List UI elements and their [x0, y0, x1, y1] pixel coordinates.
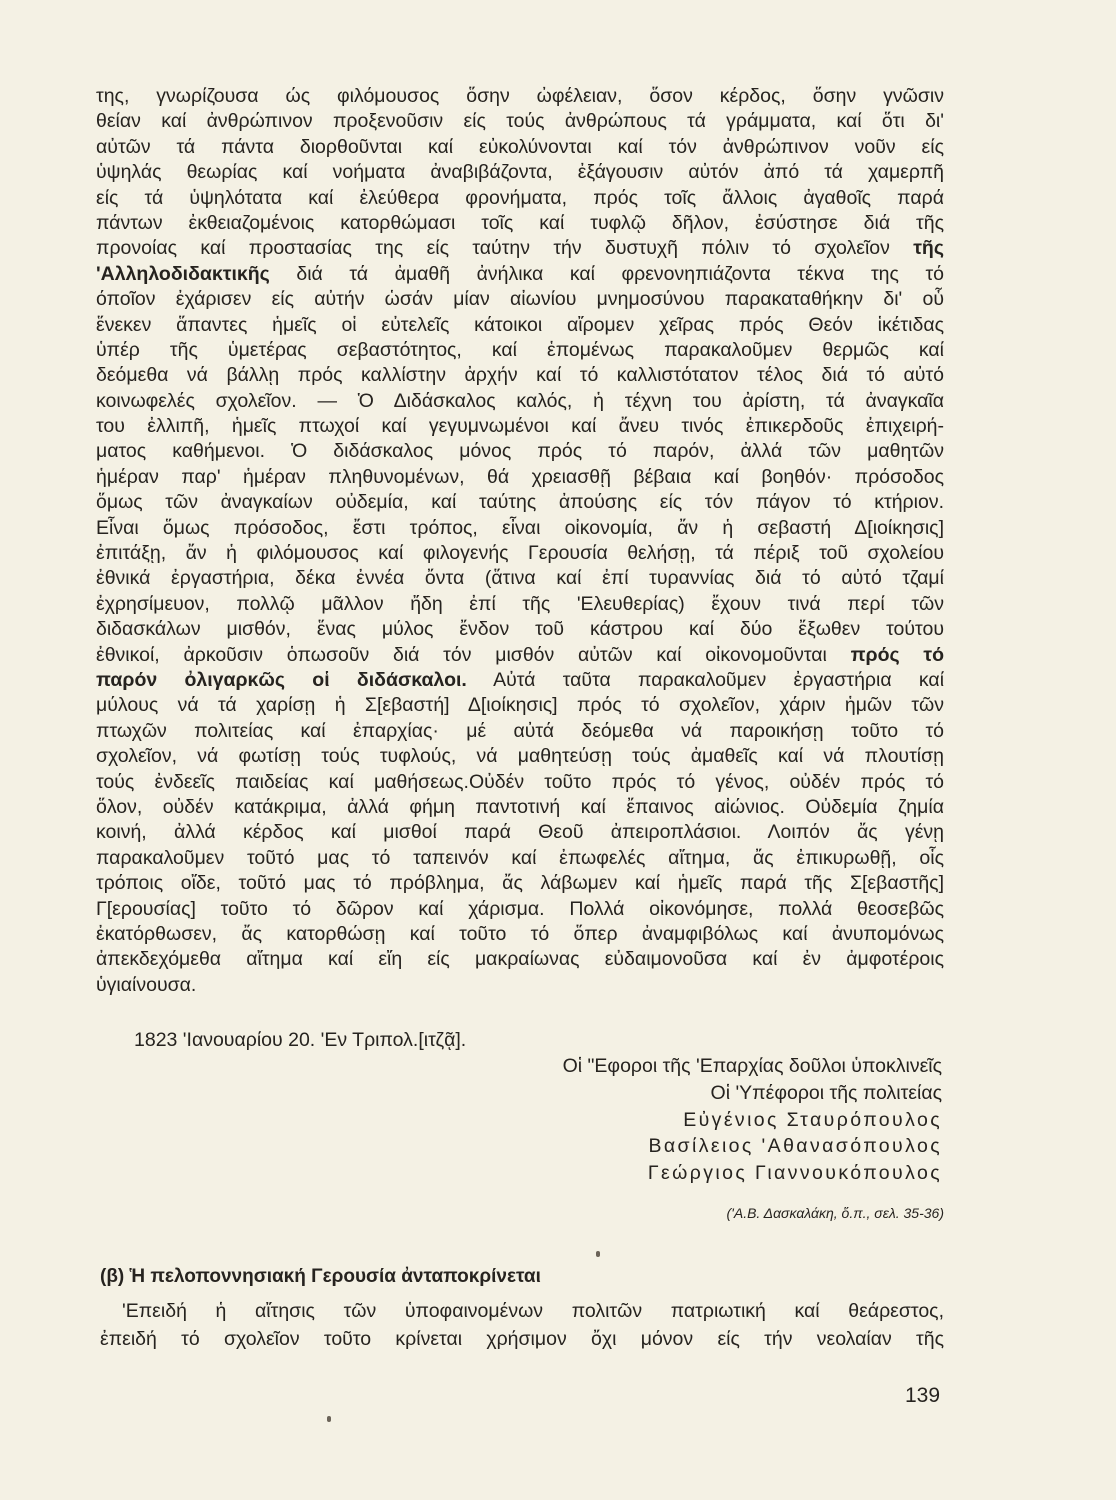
text-line: ἐθνικά ἐργαστήρια, δέκα ἐννέα ὄντα (ἅτινα καί ἐπί τυραννίας διά τό αὐτό τζαμί: [96, 567, 944, 590]
text-run: προνοίας καί προστασίας της είς ταύτην τήν δυστυχῆ πόλιν τό σχολεῖον: [96, 237, 890, 260]
main-body-text: [96, 84, 944, 998]
text-line: πάντων ἐκθειαζομένοις κατορθώμασι τοῖς καί τυφλῷ δῆλον, ἐσύστησε διά τῆς: [96, 211, 944, 234]
print-speck: [327, 1416, 331, 1422]
text-line: [96, 262, 944, 287]
text-line: ἡμέραν παρ' ἡμέραν πληθυνομένων, θά χρειασθῇ βέβαια καί βοηθόν· πρόσοδος: [96, 465, 944, 488]
signatory-line: Οἱ 'Υπέφοροι τῆς πολιτείας: [710, 1081, 942, 1104]
text-line: σχολεῖον, νά φωτίσῃ τούς τυφλούς, νά μαθητεύσῃ τούς ἀμαθεῖς καί νά πλουτίσῃ: [96, 745, 944, 768]
bold-run: τῆς: [913, 237, 944, 260]
signatories-block: [563, 1053, 942, 1187]
text-line: ἐχρησίμευον, πολλῷ μᾶλλον ἤδη ἐπί τῆς 'Ελευθερίας) ἔχουν τινά περί τῶν: [96, 592, 944, 615]
text-line: τρόποις οἴδε, τοῦτό μας τό πρόβλημα, ἄς λάβωμεν καί ἡμεῖς παρά τῆς Σ[εβαστῆς]: [96, 872, 944, 895]
section-heading: (β) Ἡ πελοποννησιακή Γερουσία ἀνταποκρίνεται: [100, 1266, 541, 1287]
bold-run: πρός τό: [850, 643, 945, 666]
text-line: παρακαλοῦμεν τοῦτό μας τό ταπεινόν καί ἐπωφελές αἴτημα, ἄς ἐπικυρωθῇ, οἷς: [96, 846, 944, 869]
text-line: πτωχῶν πολιτείας καί ἐπαρχίας· μέ αὐτά δεόμεθα νά παροικήσῃ τοῦτο τό: [96, 719, 944, 742]
text-line: ὑγιαίνουσα.: [96, 973, 197, 996]
signatory-name: Βασίλειος 'Αθανασόπουλος: [648, 1135, 942, 1158]
text-line: του ἐλλιπῆ, ἡμεῖς πτωχοί καί γεγυμνωμένοι καί ἄνευ τινός ἐπικερδοῦς ἐπιχειρή-: [96, 415, 944, 438]
page-number: 139: [905, 1384, 941, 1407]
text-line: 'Επειδή ἡ αἴτησις τῶν ὑποφαινομένων πολιτῶν πατριωτική καί θεάρεστος,: [122, 1300, 944, 1322]
text-line: είς τά ὑψηλότατα καί ἐλεύθερα φρονήματα, πρός τοῖς ἄλλοις ἀγαθοῖς παρά: [96, 186, 944, 209]
text-line: τούς ἐνδεεῖς παιδείας καί μαθήσεως.Οὐδέν τοῦτο πρός τό γένος, οὐδέν πρός τό: [96, 770, 944, 793]
text-line: κοινή, ἀλλά κέρδος καί μισθοί παρά Θεοῦ ἀπειροπλάσιοι. Λοιπόν ἄς γένῃ: [96, 821, 944, 844]
section-body-text: [100, 1297, 944, 1353]
text-line: Εἶναι ὅμως πρόσοδος, ἔστι τρόπος, εἶναι οἰκονομία, ἄν ἡ σεβαστή Δ[ιοίκησις]: [96, 516, 944, 539]
text-line: Γ[ερουσίας] τοῦτο τό δῶρον καί χάρισμα. Πολλά οἰκονόμησε, πολλά θεοσεβῶς: [96, 897, 944, 920]
text-line: ὅμως τῶν ἀναγκαίων οὐδεμία, καί ταύτης ἀπούσης είς τόν πάγον τό κτήριον.: [96, 491, 944, 514]
text-line: θείαν καί ἀνθρώπινον προξενοῦσιν είς τούς ἀνθρώπους τά γράμματα, καί ὅτι δι': [96, 110, 944, 133]
text-line: μύλους νά τά χαρίσῃ ἡ Σ[εβαστή] Δ[ιοίκησις] πρός τό σχολεῖον, χάριν ἡμῶν τῶν: [96, 694, 944, 717]
text-line: [96, 643, 944, 668]
text-line: ἀπεκδεχόμεθα αἴτημα καί εἴη είς μακραίωνας εὐδαιμονοῦσα καί ἐν ἀμφοτέροις: [96, 948, 944, 971]
text-line: της, γνωρίζουσα ώς φιλόμουσος ὅσην ὠφέλειαν, ὅσον κέρδος, ὅσην γνῶσιν: [96, 85, 944, 107]
text-line: ἐπειδή τό σχολεῖον τοῦτο κρίνεται χρήσιμον ὄχι μόνον είς τήν νεολαίαν τῆς: [100, 1328, 944, 1350]
text-line: διδασκάλων μισθόν, ἕνας μύλος ἔνδον τοῦ κάστρου καί δύο ἔξωθεν τούτου: [96, 618, 944, 641]
letter-date: 1823 'Ιανουαρίου 20. 'Εν Τριπολ.[ιτζᾷ].: [134, 1029, 467, 1051]
text-line: [96, 668, 944, 693]
source-citation: ('Α.Β. Δασκαλάκη, ὅ.π., σελ. 35-36): [726, 1205, 944, 1221]
text-line: αὐτῶν τά πάντα διορθοῦνται καί εὐκολύνονται καί τόν ἀνθρώπινον νοῦν είς: [96, 135, 944, 158]
text-line: ἐκατόρθωσεν, ἄς κατορθώσῃ καί τοῦτο τό ὅπερ ἀναμφιβόλως καί ἀνυπομόνως: [96, 922, 944, 945]
text-line: ὑψηλάς θεωρίας καί νοήματα ἀναβιβάζοντα, ἐξάγουσιν αὐτόν ἀπό τά χαμερπῆ: [96, 161, 944, 184]
bold-run: παρόν ὀλιγαρκῶς οἱ διδάσκαλοι.: [96, 668, 467, 691]
text-run: Αὐτά ταῦτα παρακαλοῦμεν ἐργαστήρια καί: [493, 668, 945, 691]
text-line: ἐπιτάξῃ, ἄν ἡ φιλόμουσος καί φιλογενής Γερουσία θελήσῃ, τά πέριξ τοῦ σχολείου: [96, 542, 944, 565]
text-line: δεόμεθα νά βάλλῃ πρός καλλίστην ἀρχήν καί τό καλλιστότατον τέλος διά τό αὐτό: [96, 364, 944, 387]
text-line: ὑπέρ τῆς ὑμετέρας σεβαστότητος, καί ἑπομένως παρακαλοῦμεν θερμῶς καί: [96, 338, 944, 361]
text-line: ματος καθήμενοι. Ὁ διδάσκαλος μόνος πρός τό παρόν, ἀλλά τῶν μαθητῶν: [96, 440, 944, 463]
signatory-name: Γεώργιος Γιαννουκόπουλος: [647, 1162, 942, 1185]
text-line: [96, 236, 944, 261]
text-line: ὅλον, οὐδέν κατάκριμα, ἀλλά φήμη παντοτινή καί ἔπαινος αἰώνιος. Οὐδεμία ζημία: [96, 795, 944, 818]
text-line: ἕνεκεν ἅπαντες ἡμεῖς οἱ εὐτελεῖς κάτοικοι αἴρομεν χεῖρας πρός Θεόν ἱκέτιδας: [96, 313, 944, 336]
signatory-name: Εὐγένιος Σταυρόπουλος: [683, 1108, 942, 1131]
bold-run: 'Αλληλοδιδακτικῆς: [96, 262, 270, 285]
text-run: διά τά ἀμαθῆ ἀνήλικα καί φρενονηπιάζοντα τέκνα της τό: [296, 262, 944, 285]
text-run: ἐθνικοί, ἀρκοῦσιν ὁπωσοῦν διά τόν μισθόν αὐτῶν καί οἰκονομοῦνται: [96, 643, 827, 666]
print-speck: [596, 1251, 600, 1257]
text-line: κοινωφελές σχολεῖον. — Ὁ Διδάσκαλος καλός, ἡ τέχνη του ἀρίστη, τά ἀναγκαῖα: [96, 389, 944, 412]
signatory-line: Οἱ "Εφοροι τῆς 'Επαρχίας δοῦλοι ὑποκλινεῖς: [562, 1055, 942, 1077]
text-line: όποῖον ἐχάρισεν είς αὐτήν ὡσάν μίαν αἰωνίου μνημοσύνου παρακαταθήκην δι' οὗ: [96, 288, 944, 311]
